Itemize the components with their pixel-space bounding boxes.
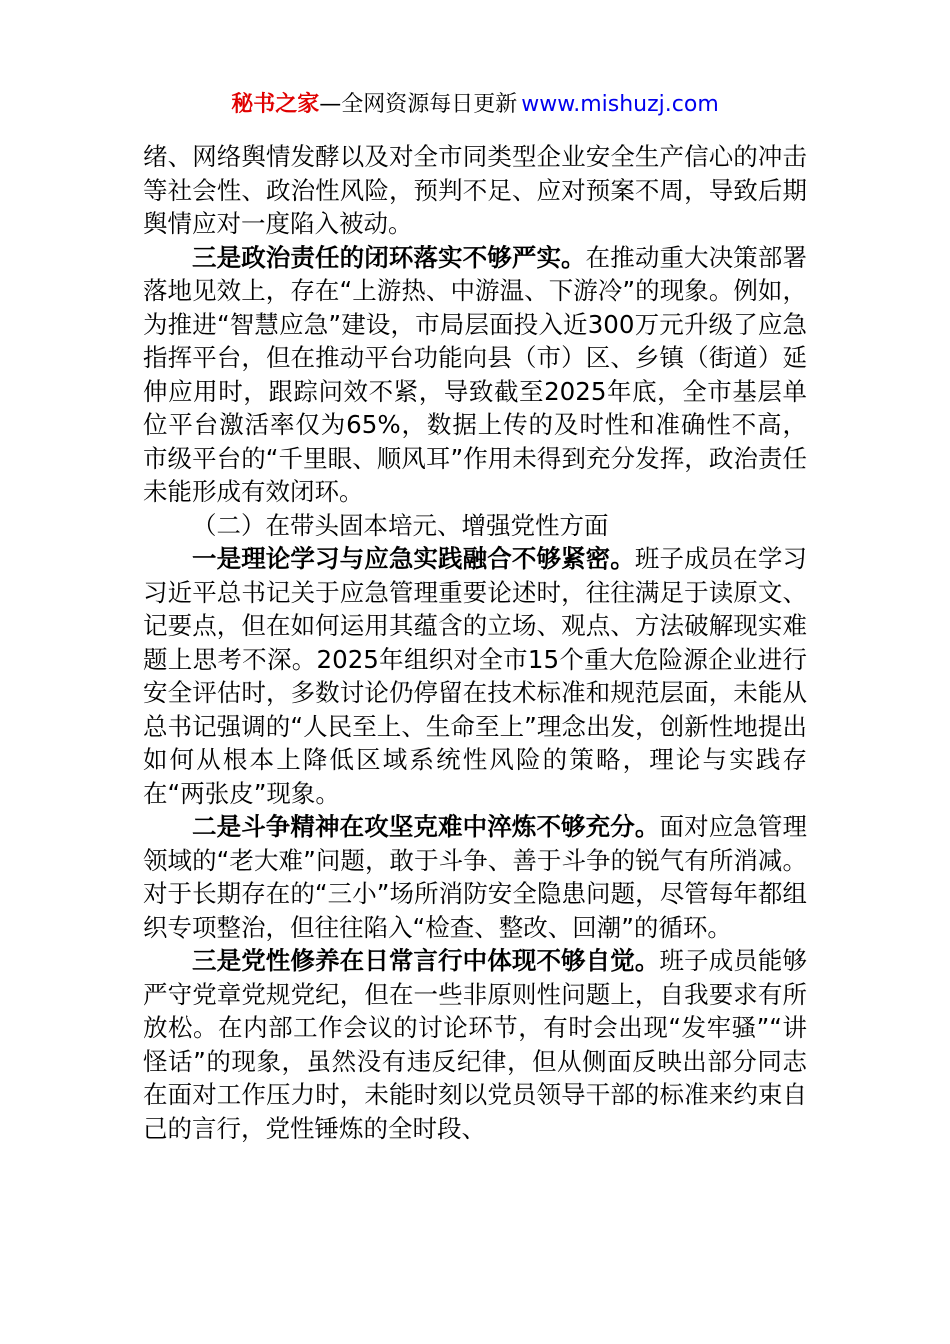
header-dash: — xyxy=(319,92,342,117)
paragraph-lead: 一是理论学习与应急实践融合不够紧密。 xyxy=(192,544,635,573)
header-tagline: 全网资源每日更新 xyxy=(341,92,518,117)
paragraph-lead: 二是斗争精神在攻坚克难中淬炼不够充分。 xyxy=(192,812,660,841)
paragraph-political-responsibility xyxy=(143,241,807,509)
paragraph-text: 班子成员能够严守党章党规党纪，但在一些非原则性问题上，自我要求有所放松。在内部工作会议的讨论环节，有时会出现“发牢骚”“讲怪话”的现象，虽然没有违反纪律，但从侧面反映出部分同志在面对工作压力时，未能时刻以党员领导干部的标准来约束自己的言行，党性锤炼的全时段、 xyxy=(143,946,808,1143)
paragraph-text: 绪、网络舆情发酵以及对全市同类型企业安全生产信心的冲击等社会性、政治性风险，预判不足、应对预案不周，导致后期舆情应对一度陷入被动。 xyxy=(143,142,807,238)
paragraph-lead: 三是政治责任的闭环落实不够严实。 xyxy=(192,242,586,272)
section-heading-text: （二）在带头固本培元、增强党性方面 xyxy=(192,510,609,540)
paragraph-lead: 三是党性修养在日常言行中体现不够自觉。 xyxy=(192,946,660,975)
paragraph-party-spirit xyxy=(143,944,807,1145)
document-body xyxy=(143,140,807,1145)
paragraph-theory-study xyxy=(143,542,807,810)
paragraph-text: 在推动重大决策部署落地见效上，存在“上游热、中游温、下游冷”的现象。例如，为推进“智慧应急”建设，市局层面投入近300万元升级了应急指挥平台，但在推动平台功能向县（市）区、乡镇（街道）延伸应用时，跟踪问效不紧，导致截至2025年底，全市基层单位平台激活率仅为65%，数据上传的及时性和准确性不高，市级平台的“千里眼、顺风耳”作用未得到充分发挥，政治责任未能形成有效闭环。 xyxy=(143,242,808,506)
section-heading xyxy=(143,509,807,543)
paragraph-text: 班子成员在学习习近平总书记关于应急管理重要论述时，往往满足于读原文、记要点，但在如何运用其蕴含的立场、观点、方法破解现实难题上思考不深。2025年组织对全市15个重大危险源企业进行安全评估时，多数讨论仍停留在技术标准和规范层面，未能从总书记强调的“人民至上、生命至上”理念出发，创新性地提出如何从根本上降低区域系统性风险的策略，理论与实践存在“两张皮”现象。 xyxy=(143,544,807,808)
site-url-link[interactable]: www.mishuzj.com xyxy=(521,92,719,117)
brand-name: 秘书之家 xyxy=(231,92,320,117)
paragraph-text: 面对应急管理领域的“老大难”问题，敢于斗争、善于斗争的锐气有所消减。对于长期存在的“三小”场所消防安全隐患问题，尽管每年都组织专项整治，但往往陷入“检查、整改、回潮”的循环。 xyxy=(143,812,808,942)
page-header xyxy=(0,88,950,122)
paragraph-fighting-spirit xyxy=(143,810,807,944)
paragraph-continuation xyxy=(143,140,807,241)
